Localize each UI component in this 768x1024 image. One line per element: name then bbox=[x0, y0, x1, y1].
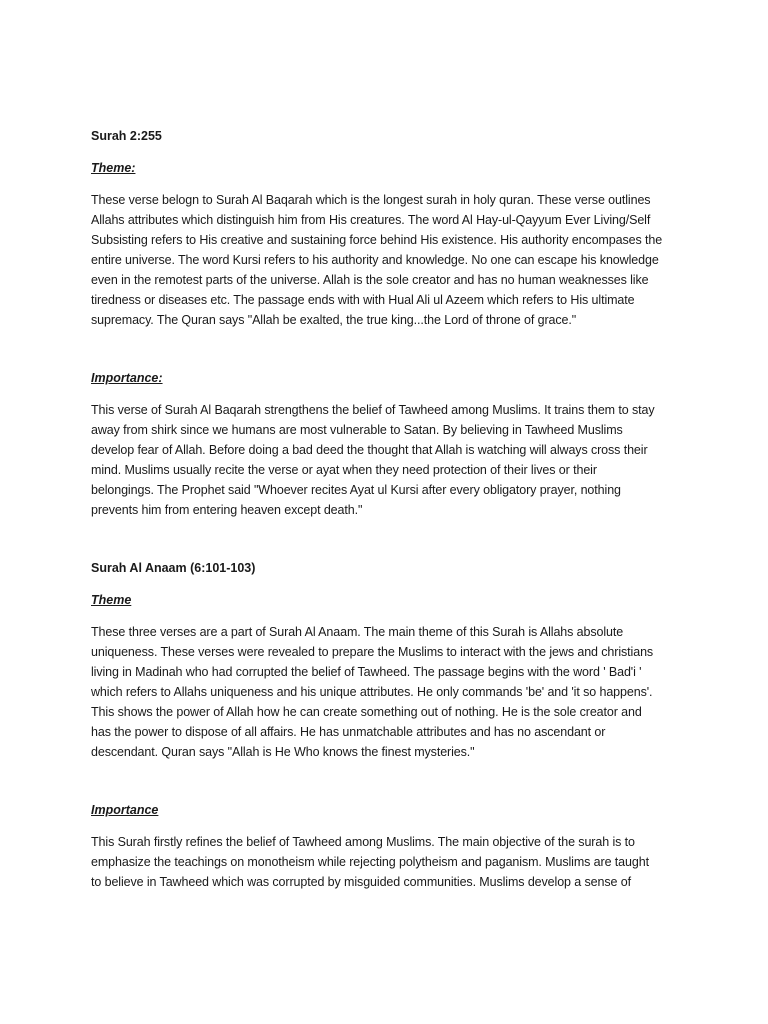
importance-paragraph bbox=[91, 832, 681, 892]
text-line: tiredness or diseases etc. The passage ends with with Hual Ali ul Azeem which refers to His ultimate bbox=[91, 293, 635, 307]
text-line: This verse of Surah Al Baqarah strengthens the belief of Tawheed among Muslims. It trains them to stay bbox=[91, 403, 655, 417]
text-line: even in the remotest parts of the universe. Allah is the sole creator and has no human weaknesses like bbox=[91, 273, 649, 287]
text-line: away from shirk since we humans are most vulnerable to Satan. By believing in Tawheed Muslims bbox=[91, 423, 623, 437]
text-line: This Surah firstly refines the belief of Tawheed among Muslims. The main objective of the surah is to bbox=[91, 835, 635, 849]
text-line: to believe in Tawheed which was corrupted by misguided communities. Muslims develop a sense of bbox=[91, 875, 631, 889]
text-line: emphasize the teachings on monotheism while rejecting polytheism and paganism. Muslims are taught bbox=[91, 855, 649, 869]
importance-heading: Importance bbox=[91, 803, 159, 817]
document-page bbox=[91, 126, 681, 892]
theme-heading: Theme bbox=[91, 593, 132, 607]
text-line: entire universe. The word Kursi refers to his authority and knowledge. No one can escape his knowledge bbox=[91, 253, 659, 267]
text-line: which refers to Allahs uniqueness and his unique attributes. He only commands 'be' and 'it so happens'. bbox=[91, 685, 653, 699]
text-line: supremacy. The Quran says "Allah be exalted, the true king...the Lord of throne of grace." bbox=[91, 313, 577, 327]
theme-paragraph bbox=[91, 622, 681, 762]
text-line: These verse belogn to Surah Al Baqarah which is the longest surah in holy quran. These verse outlines bbox=[91, 193, 651, 207]
text-line: develop fear of Allah. Before doing a bad deed the thought that Allah is watching will always cross their bbox=[91, 443, 648, 457]
text-line: This shows the power of Allah how he can create something out of nothing. He is the sole creator and bbox=[91, 705, 642, 719]
text-line: mind. Muslims usually recite the verse or ayat when they need protection of their lives or their bbox=[91, 463, 597, 477]
section-title-surah-al-anaam: Surah Al Anaam (6:101-103) bbox=[91, 561, 256, 575]
importance-heading: Importance: bbox=[91, 371, 163, 385]
theme-heading: Theme: bbox=[91, 161, 136, 175]
text-line: has the power to dispose of all affairs. He has unmatchable attributes and has no ascendant or bbox=[91, 725, 606, 739]
text-line: belongings. The Prophet said "Whoever recites Ayat ul Kursi after every obligatory prayer, nothing bbox=[91, 483, 621, 497]
text-line: Allahs attributes which distinguish him from His creatures. The word Al Hay-ul-Qayyum Ever Living/Self bbox=[91, 213, 651, 227]
text-line: living in Madinah who had corrupted the belief of Tawheed. The passage begins with the word ' Bad'i ' bbox=[91, 665, 642, 679]
theme-paragraph bbox=[91, 190, 681, 330]
section-title-surah-2-255: Surah 2:255 bbox=[91, 129, 162, 143]
text-line: uniqueness. These verses were revealed to prepare the Muslims to interact with the jews and christians bbox=[91, 645, 654, 659]
text-line: prevents him from entering heaven except death." bbox=[91, 503, 363, 517]
text-line: Subsisting refers to His creative and sustaining force behind His existence. His authority encompases the bbox=[91, 233, 663, 247]
text-line: These three verses are a part of Surah Al Anaam. The main theme of this Surah is Allahs absolute bbox=[91, 625, 624, 639]
text-line: descendant. Quran says "Allah is He Who knows the finest mysteries." bbox=[91, 745, 475, 759]
importance-paragraph bbox=[91, 400, 681, 520]
